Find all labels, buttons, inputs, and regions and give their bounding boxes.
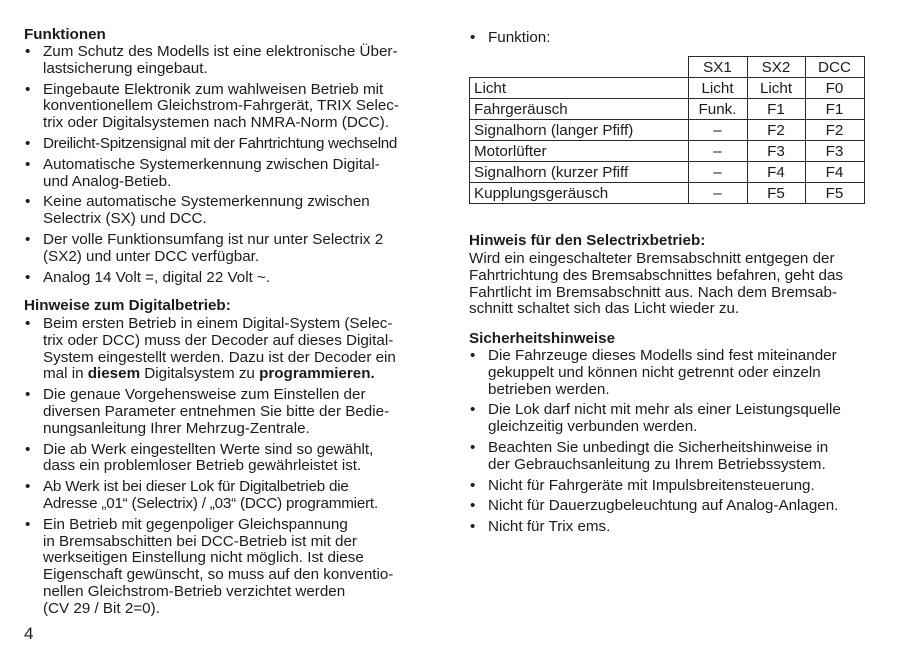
table-cell: F3 bbox=[805, 141, 864, 162]
table-row bbox=[470, 120, 865, 141]
digitalbetrieb-list bbox=[24, 316, 434, 622]
bullet-icon: • bbox=[470, 347, 476, 364]
bullet-icon: • bbox=[470, 518, 476, 536]
bullet-icon: • bbox=[25, 230, 31, 248]
table-cell: F0 bbox=[805, 78, 864, 99]
bullet-icon: • bbox=[470, 476, 476, 494]
list-item: • Nicht für Dauerzugbeleuchtung auf Analog-Anlagen. bbox=[470, 497, 839, 515]
bullet-icon: • bbox=[25, 43, 31, 60]
table-cell: – bbox=[688, 162, 747, 183]
table-cell: F5 bbox=[805, 183, 864, 204]
list-item: • Beachten Sie unbedingt die Sicherheitshinweise in der Gebrauchsanleitung zu Ihrem Betriebssystem. bbox=[470, 438, 829, 473]
page-number: 4 bbox=[24, 624, 34, 643]
list-item: • Der volle Funktionsumfang ist nur unter Selectrix 2 (SX2) und unter DCC verfügbar. bbox=[25, 230, 384, 265]
list-item: • Die genaue Vorgehensweise zum Einstellen der diversen Parameter entnehmen Sie bitte der Bedie- nungsanleitung Ihrer Mehrzug-Zentrale. bbox=[25, 386, 390, 437]
table-cell: Fahrgeräusch bbox=[470, 99, 689, 120]
bullet-icon: • bbox=[25, 193, 31, 211]
bullet-icon: • bbox=[25, 268, 31, 286]
table-cell: – bbox=[688, 183, 747, 204]
table-cell: F3 bbox=[747, 141, 805, 162]
table-cell: – bbox=[688, 141, 747, 162]
heading-sicherheitshinweise: Sicherheitshinweise bbox=[469, 330, 616, 347]
list-item: • Zum Schutz des Modells ist eine elektronische Über- lastsicherung eingebaut. bbox=[25, 43, 398, 77]
safety-list bbox=[469, 348, 889, 540]
table-cell: F2 bbox=[747, 120, 805, 141]
bullet-icon: • bbox=[25, 515, 31, 533]
list-item: • Analog 14 Volt =, digital 22 Volt ~. bbox=[25, 268, 271, 286]
table-cell: Licht bbox=[688, 78, 747, 99]
list-item: • Nicht für Fahrgeräte mit Impulsbreitensteuerung. bbox=[470, 476, 815, 494]
bullet-icon: • bbox=[470, 401, 476, 419]
table-row bbox=[470, 162, 865, 183]
list-item: • Die Fahrzeuge dieses Modells sind fest miteinander gekuppelt und können nicht getrennt oder einzeln betrieben werden. bbox=[470, 347, 837, 398]
heading-selectrixbetrieb: Hinweis für den Selectrixbetrieb: bbox=[469, 232, 706, 249]
list-item: • Nicht für Trix ems. bbox=[470, 518, 611, 536]
list-item: • Ab Werk ist bei dieser Lok für Digitalbetrieb die Adresse „01“ (Selectrix) / „03“ (DCC) programmiert. bbox=[25, 478, 378, 512]
bullet-icon: • bbox=[470, 29, 476, 46]
table-cell: F4 bbox=[805, 162, 864, 183]
table-cell: F2 bbox=[805, 120, 864, 141]
funktionen-list bbox=[24, 44, 434, 290]
table-cell: Licht bbox=[470, 78, 689, 99]
list-item: • Automatische Systemerkennung zwischen Digital- und Analog-Betieb. bbox=[25, 155, 380, 190]
table-cell: – bbox=[688, 120, 747, 141]
table-row bbox=[470, 183, 865, 204]
table-cell: F1 bbox=[747, 99, 805, 120]
table-header-cell: DCC bbox=[805, 57, 864, 78]
bullet-icon: • bbox=[470, 438, 476, 456]
table-row bbox=[470, 99, 865, 120]
table-header-cell bbox=[470, 57, 689, 78]
table-row bbox=[470, 78, 865, 99]
table-cell: F5 bbox=[747, 183, 805, 204]
list-item: • Die Lok darf nicht mit mehr als einer Leistungsquelle gleichzeitig verbunden werden. bbox=[470, 401, 841, 436]
funktion-list bbox=[469, 30, 889, 51]
bullet-icon: • bbox=[25, 386, 31, 404]
bullet-icon: • bbox=[25, 155, 31, 173]
table-cell: Signalhorn (langer Pfiff) bbox=[470, 120, 689, 141]
bullet-icon: • bbox=[25, 478, 31, 496]
table-cell: Kupplungsgeräusch bbox=[470, 183, 689, 204]
bullet-icon: • bbox=[25, 440, 31, 458]
table-row bbox=[470, 141, 865, 162]
heading-funktionen: Funktionen bbox=[24, 26, 106, 43]
table-cell: Motorlüfter bbox=[470, 141, 689, 162]
table-header-row bbox=[470, 57, 865, 78]
bullet-icon: • bbox=[25, 134, 31, 152]
function-table bbox=[469, 56, 865, 204]
bullet-icon: • bbox=[470, 497, 476, 515]
bullet-icon: • bbox=[25, 80, 31, 98]
bullet-icon: • bbox=[25, 315, 31, 332]
table-header-cell: SX1 bbox=[688, 57, 747, 78]
list-item: • Eingebaute Elektronik zum wahlweisen Betrieb mit konventionellem Gleichstrom-Fahrgerät, TRIX Selec- trix oder Digitalsystemen nach NMRA-Norm (DCC). bbox=[25, 80, 399, 132]
list-item: • Funktion: bbox=[470, 29, 551, 46]
table-header-cell: SX2 bbox=[747, 57, 805, 78]
list-item: • Beim ersten Betrieb in einem Digital-System (Selec- trix oder DCC) muss der Decoder auf dieses Digital- System eingestellt werden. Dazu ist der Decoder ein mal in diesem Digitalsystem zu programmieren. bbox=[25, 315, 396, 383]
list-item: • Die ab Werk eingestellten Werte sind so gewählt, dass ein problemloser Betrieb gewährleistet ist. bbox=[25, 440, 374, 475]
heading-digitalbetrieb: Hinweise zum Digitalbetrieb: bbox=[24, 297, 231, 314]
table-cell: F1 bbox=[805, 99, 864, 120]
list-item: • Keine automatische Systemerkennung zwischen Selectrix (SX) und DCC. bbox=[25, 193, 370, 228]
selectrix-text: Wird ein eingeschalteter Bremsabschnitt entgegen der Fahrtrichtung des Bremsabschnittes befahren, geht das Fahrtlicht im Bremsabschnitt aus. Nach dem Bremsab- schnitt schaltet sich das Licht wieder zu. bbox=[469, 250, 843, 318]
table-cell: Signalhorn (kurzer Pfiff bbox=[470, 162, 689, 183]
list-item: • Ein Betrieb mit gegenpoliger Gleichspannung in Bremsabschitten bei DCC-Betrieb ist mit der werkseitigen Einstellung nicht möglich. Ist diese Eigenschaft gewünscht, so muss auf den konventio- nellen Gleichstrom-Betrieb verzichtet werden (CV 29 / Bit 2=0). bbox=[25, 515, 394, 617]
table-cell: Licht bbox=[747, 78, 805, 99]
list-item: • Dreilicht-Spitzensignal mit der Fahrtrichtung wechselnd bbox=[25, 134, 398, 152]
table-cell: Funk. bbox=[688, 99, 747, 120]
table-cell: F4 bbox=[747, 162, 805, 183]
